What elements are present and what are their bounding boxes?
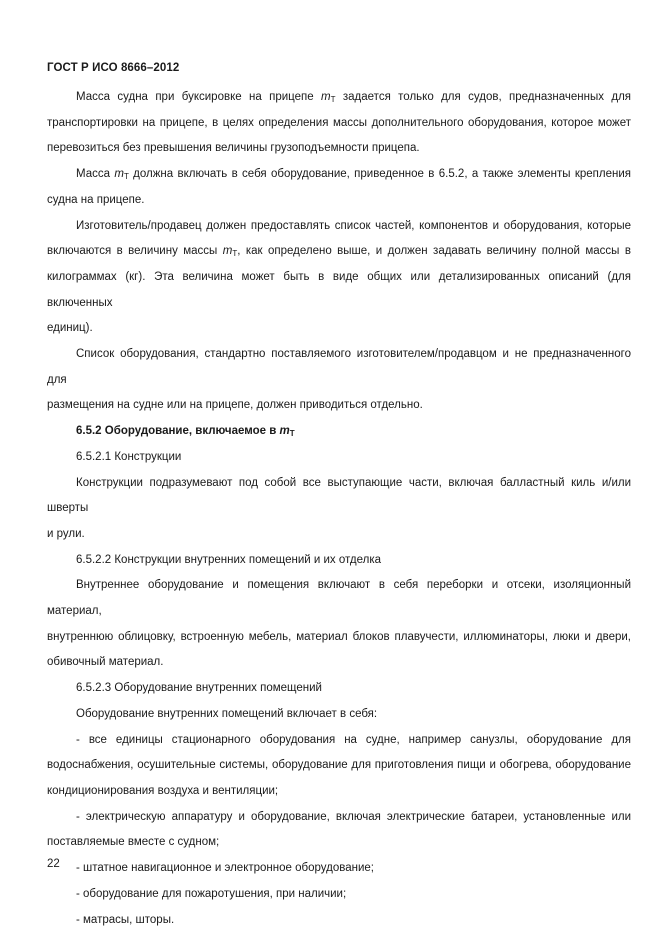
paragraph-line: перевозиться без превышения величины грузоподъемности прицепа.: [47, 142, 420, 155]
paragraph-line: Масса судна при буксировке на прицепе mT задается только для судов, предназначенных для: [76, 91, 632, 104]
document-header: ГОСТ Р ИСО 8666–2012: [47, 62, 180, 74]
paragraph-line: Оборудование внутренних помещений включает в себя:: [76, 707, 378, 720]
symbol-subscript: T: [123, 172, 129, 182]
page-number: 22: [47, 858, 60, 870]
paragraph-line: внутреннюю облицовку, встроенную мебель, материал блоков плавучести, иллюминаторы, люки и двери,: [47, 630, 631, 643]
section-heading: 6.5.2 Оборудование, включаемое в mT: [76, 425, 295, 439]
paragraph-line: и рули.: [47, 527, 85, 540]
paragraph-line: обивочный материал.: [47, 656, 164, 669]
symbol-m: m: [114, 168, 124, 181]
symbol-m: m: [321, 91, 331, 103]
paragraph-line: Внутреннее оборудование и помещения включают в себя переборки и отсеки, изоляционный материал,: [47, 579, 631, 618]
subsection-heading: 6.5.2.2 Конструкции внутренних помещений и их отделка: [76, 553, 382, 566]
list-item: - штатное навигационное и электронное оборудование;: [76, 862, 374, 875]
symbol-m: m: [279, 425, 290, 438]
list-item: - все единицы стационарного оборудования на судне, например санузлы, оборудование для: [76, 733, 631, 746]
subsection-heading: 6.5.2.3 Оборудование внутренних помещений: [76, 682, 322, 695]
symbol-subscript: T: [289, 429, 295, 439]
paragraph-line: единиц).: [47, 322, 93, 335]
paragraph-line: Изготовитель/продавец должен предоставлять список частей, компонентов и оборудования, которые: [76, 219, 631, 232]
list-item: - электрическую аппаратуру и оборудование, включая электрические батареи, установленные или: [76, 810, 631, 823]
paragraph-line: включаются в величину массы mT, как определено выше, и должен задавать величину полной массы в: [47, 245, 631, 259]
list-item-continuation: поставляемые вместе с судном;: [47, 836, 220, 849]
paragraph-line: транспортировки на прицепе, в целях определения массы дополнительного оборудования, которое может: [47, 116, 631, 129]
paragraph-line: размещения на судне или на прицепе, должен приводиться отдельно.: [47, 399, 423, 412]
paragraph-line: Список оборудования, стандартно поставляемого изготовителем/продавцом и не предназначенного для: [47, 348, 631, 386]
list-item-continuation: кондиционирования воздуха и вентиляции;: [47, 784, 279, 797]
symbol-subscript: T: [232, 249, 238, 259]
document-body: [47, 85, 631, 933]
list-item: - матрасы, шторы.: [76, 913, 175, 926]
list-item: - оборудование для пожаротушения, при наличии;: [76, 887, 347, 900]
list-item-continuation: водоснабжения, осушительные системы, оборудование для приготовления пищи и обогрева, оборудование: [47, 759, 631, 772]
paragraph-line: судна на прицепе.: [47, 193, 145, 206]
symbol-m: m: [222, 245, 233, 258]
paragraph-line: Масса mT должна включать в себя оборудование, приведенное в 6.5.2, а также элементы крепления: [76, 168, 631, 182]
paragraph-line: килограммах (кг). Эта величина может быть в виде общих или детализированных описаний (для включенных: [47, 270, 631, 309]
paragraph-line: Конструкции подразумевают под собой все выступающие части, включая балластный киль и/или шверты: [47, 476, 631, 515]
subsection-heading: 6.5.2.1 Конструкции: [76, 450, 182, 463]
symbol-subscript: T: [330, 95, 336, 104]
